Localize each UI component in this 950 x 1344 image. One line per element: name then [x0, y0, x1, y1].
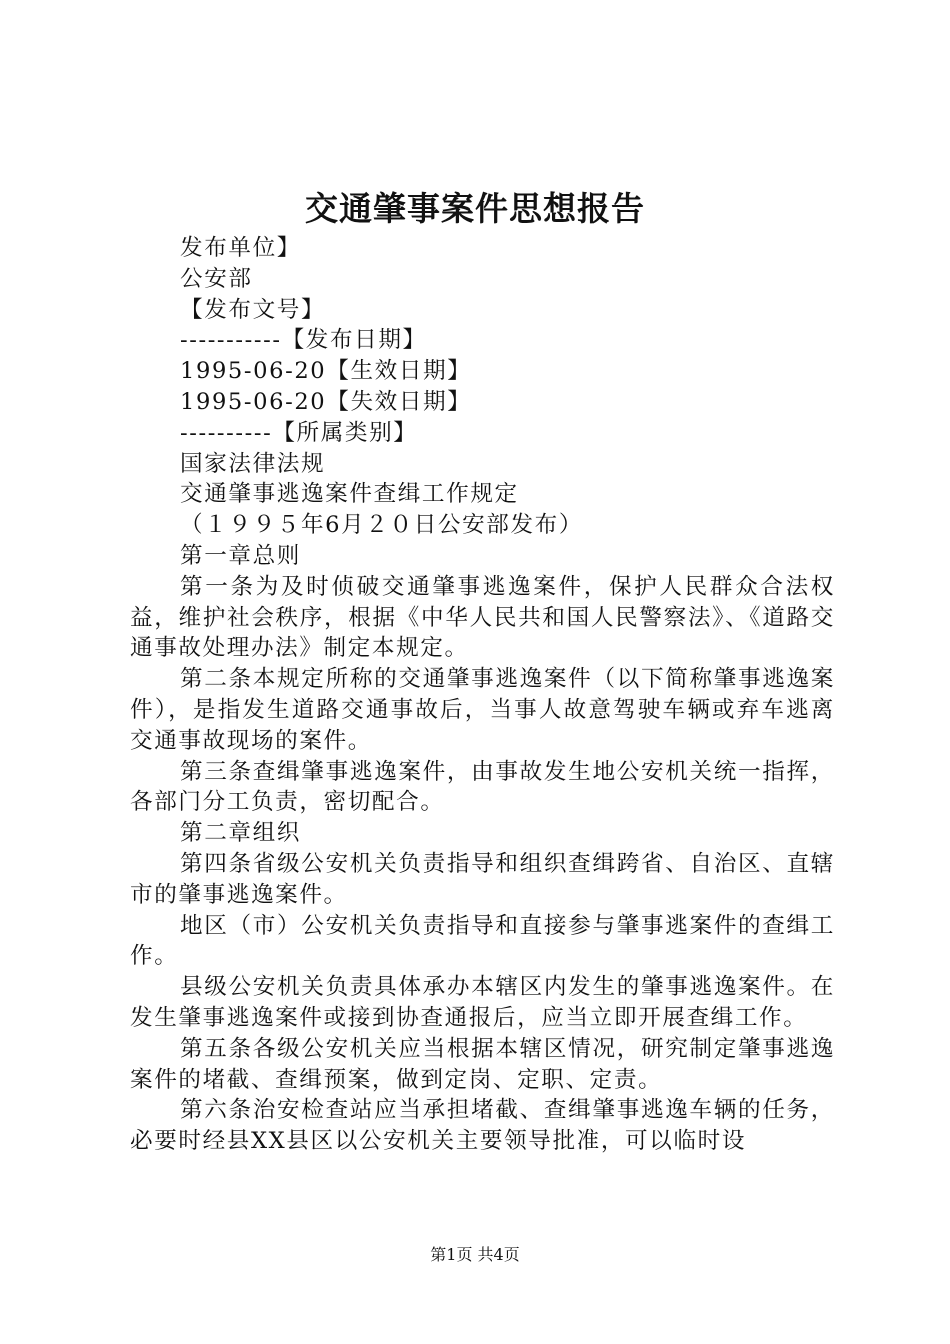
header-line: 1995-06-20【失效日期】 — [180, 388, 472, 415]
header-line: ----------【所属类别】 — [180, 419, 418, 446]
header-line: 1995-06-20【生效日期】 — [180, 358, 472, 385]
header-line: 【发布文号】 — [180, 296, 326, 323]
page-number-footer: 第1页 共4页 — [430, 1245, 520, 1264]
header-line: 国家法律法规 — [180, 450, 326, 477]
header-line: （１９９５年6月２０日公安部发布） — [180, 512, 584, 539]
header-line: 公安部 — [180, 265, 253, 292]
header-line: 发布单位】 — [180, 235, 301, 261]
header-line: 交通肇事逃逸案件查缉工作规定 — [180, 481, 519, 508]
article-paragraph: 第六条治安检查站应当承担堵截、查缉肇事逃逸车辆的任务，必要时经县XX县区以公安机关主要领导批准，可以临时设 — [130, 1097, 835, 1155]
header-line: -----------【发布日期】 — [180, 327, 427, 354]
chapter-heading: 第二章组织 — [180, 820, 301, 847]
article-paragraph: 第二条本规定所称的交通肇事逃逸案件（以下简称肇事逃逸案件），是指发生道路交通事故后，当事人故意驾驶车辆或弃车逃离交通事故现场的案件。 — [130, 666, 835, 754]
article-paragraph: 第一条为及时侦破交通肇事逃逸案件，保护人民群众合法权益，维护社会秩序，根据《中华人民共和国人民警察法》、《道路交通事故处理办法》制定本规定。 — [130, 573, 835, 662]
article-paragraph: 第四条省级公安机关负责指导和组织查缉跨省、自治区、直辖市的肇事逃逸案件。 — [130, 850, 835, 908]
chapter-heading: 第一章总则 — [180, 542, 301, 569]
article-paragraph: 第五条各级公安机关应当根据本辖区情况，研究制定肇事逃逸案件的堵截、查缉预案，做到定岗、定职、定责。 — [130, 1035, 835, 1093]
article-paragraph: 地区（市）公安机关负责指导和直接参与肇事逃案件的查缉工作。 — [130, 912, 835, 970]
article-paragraph: 县级公安机关负责具体承办本辖区内发生的肇事逃逸案件。在发生肇事逃逸案件或接到协查通报后，应当立即开展查缉工作。 — [130, 974, 835, 1031]
document-body — [130, 233, 835, 1157]
document-title: 交通肇事案件思想报告 — [305, 189, 645, 228]
article-paragraph: 第三条查缉肇事逃逸案件，由事故发生地公安机关统一指挥，各部门分工负责，密切配合。 — [130, 758, 835, 816]
